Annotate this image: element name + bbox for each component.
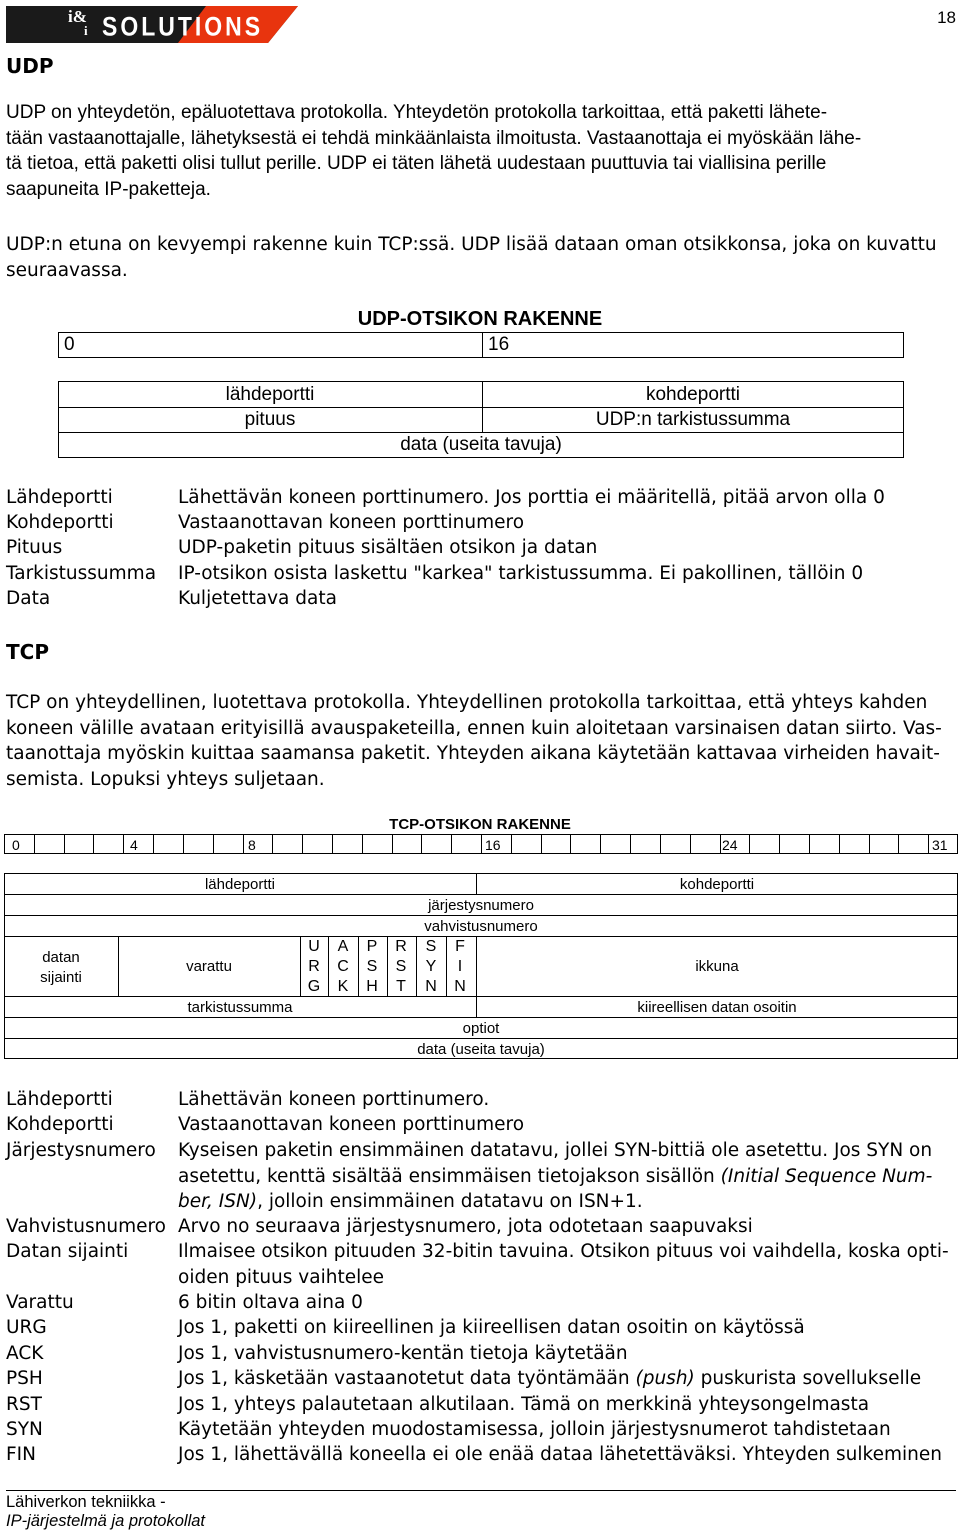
def-desc (178, 1239, 956, 1290)
text-line: UDP:n etuna on kevyempi rakenne kuin TCP:ssä. UDP lisää dataan oman otsikkonsa, joka on kuvattu (6, 234, 937, 255)
flag-letter: S (425, 938, 437, 955)
urgent-pointer-field: kiireellisen datan osoitin (637, 999, 797, 1016)
text-line: datan (42, 949, 80, 966)
def-desc (178, 485, 956, 511)
footer-title: Lähiverkon tekniikka - (6, 1493, 166, 1511)
text-span: Jos 1, käsketään vastaanotetut data työntämään (178, 1368, 636, 1389)
flag-rst (391, 937, 411, 997)
udp-heading: UDP (6, 54, 54, 78)
row-divider (4, 1017, 958, 1018)
flag-fin (450, 937, 470, 997)
tcp-heading: TCP (6, 640, 49, 664)
svg-text:i: i (84, 23, 88, 38)
flag-letter: A (337, 938, 349, 955)
logo-graphic (6, 6, 298, 43)
text-line: koneen välille avataan erityisillä avauspaketeilla, ennen kuin aloitetaan varsinaisen datan siirto. Vas- (6, 717, 942, 739)
ruler-ticks (4, 834, 958, 854)
bit-label: 24 (722, 837, 738, 853)
def-desc (178, 510, 956, 536)
def-term: Pituus (6, 537, 63, 558)
source-port-field: lähdeportti (204, 876, 276, 893)
text-line: Kuljetettava data (178, 588, 337, 609)
tcp-intro-paragraph (6, 690, 956, 792)
def-term: Data (6, 588, 51, 609)
flag-psh (362, 937, 382, 997)
text-line: IP-otsikon osista laskettu "karkea" tarkistussumma. Ei pakollinen, tällöin 0 (178, 563, 864, 584)
def-term: Varattu (6, 1292, 74, 1313)
page-number: 18 (937, 8, 956, 27)
flag-syn (421, 937, 441, 997)
logo (6, 6, 298, 43)
ack-number-field: vahvistusnumero (424, 918, 538, 935)
data-field: data (useita tavuja) (400, 434, 562, 455)
text-line: Jos 1, lähettävällä koneella ei ole enää dataa lähetettäväksi. Yhteyden sulkeminen (178, 1444, 942, 1465)
def-term: SYN (6, 1419, 43, 1440)
flag-letter: K (337, 978, 349, 995)
def-term: Vahvistusnumero (6, 1216, 166, 1237)
bit-label: 8 (248, 837, 256, 853)
text-line: UDP on yhteydetön, epäluotettava protokolla. Yhteydetön protokolla tarkoittaa, että paketti lähete- (6, 102, 828, 123)
def-term: Lähdeportti (6, 487, 113, 508)
row-divider (4, 936, 958, 937)
flag-letter: G (307, 978, 321, 995)
col-divider (446, 936, 447, 996)
source-port-field: lähdeportti (225, 384, 315, 405)
def-term: Kohdeportti (6, 512, 114, 533)
row-divider (58, 407, 904, 408)
text-line: Lähettävän koneen porttinumero. Jos porttia ei määritellä, pitää arvon olla 0 (178, 487, 885, 508)
bit-label: 0 (64, 334, 75, 355)
text-line: sijainti (40, 969, 82, 986)
text-line: Arvo no seuraava järjestysnumero, jota odotetaan saapuvaksi (178, 1216, 753, 1237)
flag-letter: R (395, 938, 407, 955)
text-line: oiden pituus vaihtelee (178, 1266, 384, 1288)
def-desc (178, 1112, 956, 1138)
def-desc (178, 586, 956, 612)
ruler-divider (482, 332, 483, 358)
text-line: Jos 1, paketti on kiireellinen ja kiireellisen datan osoitin on käytössä (178, 1317, 805, 1338)
bit-label: 31 (932, 837, 948, 853)
text-line: saapuneita IP-paketteja. (6, 178, 211, 200)
def-term: Kohdeportti (6, 1114, 114, 1135)
svg-text:i&: i& (68, 7, 87, 26)
text-line: TCP on yhteydellinen, luotettava protokolla. Yhteydellinen protokolla tarkoittaa, että yhteys kahden (6, 692, 928, 713)
def-term: Järjestysnumero (6, 1140, 156, 1161)
italic-term: (push) (635, 1368, 695, 1389)
text-line: Lähettävän koneen porttinumero. (178, 1089, 490, 1110)
flag-letter: I (457, 958, 463, 975)
flag-letter: U (308, 938, 320, 955)
svg-text:SOLUTIONS: SOLUTIONS (102, 12, 264, 42)
window-field: ikkuna (695, 958, 739, 975)
flag-letter: Y (425, 958, 437, 975)
flag-letter: T (396, 978, 406, 995)
def-desc (178, 1315, 956, 1341)
col-divider (328, 936, 329, 996)
def-term: FIN (6, 1444, 36, 1465)
text-line: Jos 1, yhteys palautetaan alkutilaan. Tämä on merkkinä yhteysongelmasta (178, 1394, 870, 1415)
text-line: Vastaanottavan koneen porttinumero (178, 512, 525, 533)
text-line: tään vastaanottajalle, lähetyksestä ei tehdä minkäänlaista ilmoitusta. Vastaanottaja ei myöskään lähe- (6, 127, 862, 149)
flag-letter: C (337, 958, 349, 975)
footer-divider (6, 1490, 956, 1491)
dest-port-field: kohdeportti (645, 384, 740, 405)
text-span: , jolloin ensimmäinen datatavu on ISN+1. (257, 1191, 643, 1212)
flag-urg (304, 937, 324, 997)
checksum-field: UDP:n tarkistussumma (595, 409, 791, 430)
row-divider (4, 996, 958, 997)
def-desc (178, 1392, 956, 1418)
reserved-field: varattu (186, 958, 232, 975)
def-term: Datan sijainti (6, 1241, 129, 1262)
text-line: Vastaanottavan koneen porttinumero (178, 1114, 525, 1135)
flag-letter: N (425, 978, 437, 995)
text-line (178, 1366, 956, 1392)
def-desc (178, 1366, 956, 1392)
def-term: URG (6, 1317, 47, 1338)
flag-ack (333, 937, 353, 997)
length-field: pituus (244, 409, 296, 430)
text-span: asetettu, kenttä sisältää ensimmäisen tietojakson sisällön (178, 1165, 721, 1187)
bit-label: 16 (488, 334, 510, 355)
col-divider (387, 936, 388, 996)
def-desc (178, 1417, 956, 1443)
text-line: Ilmaisee otsikon pituuden 32-bitin tavuina. Otsikon pituus voi vaihdella, koska opti- (178, 1241, 949, 1262)
text-line: UDP-paketin pituus sisältäen otsikon ja datan (178, 537, 598, 558)
bit-label: 4 (130, 837, 138, 853)
row-divider (4, 1038, 958, 1039)
flag-letter: H (366, 978, 378, 995)
text-line: taanottaja myöskin kuittaa saamansa paketit. Yhteyden aikana käytetään kattavaa virheiden havait- (6, 743, 940, 764)
udp-bit-ruler (58, 332, 904, 358)
col-divider (300, 936, 301, 996)
text-line (178, 1189, 956, 1215)
data-offset-field (4, 948, 118, 988)
def-desc (178, 535, 956, 561)
def-term: PSH (6, 1368, 43, 1389)
text-line: Käytetään yhteyden muodostamisessa, jolloin järjestysnumerot tahdistetaan (178, 1419, 891, 1440)
flag-letter: F (455, 938, 465, 955)
italic-term: (Initial Sequence Num- (720, 1165, 933, 1187)
bit-label: 0 (12, 837, 20, 853)
col-divider (358, 936, 359, 996)
def-term: Tarkistussumma (6, 563, 157, 584)
flag-letter: S (366, 958, 378, 975)
text-line: tä tietoa, että paketti olisi tullut perille. UDP ei täten lähetä uudestaan puuttuvia tai viallisina perille (6, 153, 827, 174)
tcp-table-caption: TCP-OTSIKON RAKENNE (389, 816, 571, 833)
def-desc (178, 1341, 956, 1367)
text-line: Kyseisen paketin ensimmäinen datatavu, jollei SYN-bittiä ole asetettu. Jos SYN on (178, 1140, 933, 1161)
text-span: puskurista sovellukselle (694, 1368, 922, 1389)
row-divider (4, 894, 958, 895)
udp-intro-paragraph (6, 100, 956, 202)
text-line: 6 bitin oltava aina 0 (178, 1292, 363, 1313)
def-desc (178, 1442, 956, 1468)
udp-table-caption: UDP-OTSIKON RAKENNE (357, 308, 603, 330)
def-term: ACK (6, 1343, 44, 1364)
flag-letter: N (454, 978, 466, 995)
footer-subtitle: IP-järjestelmä ja protokollat (6, 1512, 205, 1530)
row-divider (58, 432, 904, 433)
row-divider (4, 915, 958, 916)
text-line: Jos 1, vahvistusnumero-kentän tietoja käytetään (178, 1343, 628, 1364)
sequence-number-field: järjestysnumero (428, 897, 534, 914)
col-divider (416, 936, 417, 996)
def-term: Lähdeportti (6, 1089, 113, 1110)
flag-letter: R (308, 958, 320, 975)
text-line (178, 1164, 956, 1190)
udp-advantage-paragraph (6, 232, 956, 283)
options-field: optiot (462, 1020, 500, 1037)
flag-letter: S (395, 958, 407, 975)
text-line: semista. Lopuksi yhteys suljetaan. (6, 768, 325, 790)
def-desc (178, 1214, 956, 1240)
def-desc (178, 561, 956, 587)
checksum-field: tarkistussumma (187, 999, 293, 1016)
dest-port-field: kohdeportti (679, 876, 755, 893)
data-field: data (useita tavuja) (417, 1041, 545, 1058)
def-desc (178, 1087, 956, 1113)
def-desc (178, 1290, 956, 1316)
flag-letter: P (366, 938, 378, 955)
def-desc (178, 1138, 956, 1215)
text-line: seuraavassa. (6, 259, 128, 281)
def-term: RST (6, 1394, 42, 1415)
italic-term: ber, ISN) (178, 1191, 258, 1212)
bit-label: 16 (485, 837, 501, 853)
